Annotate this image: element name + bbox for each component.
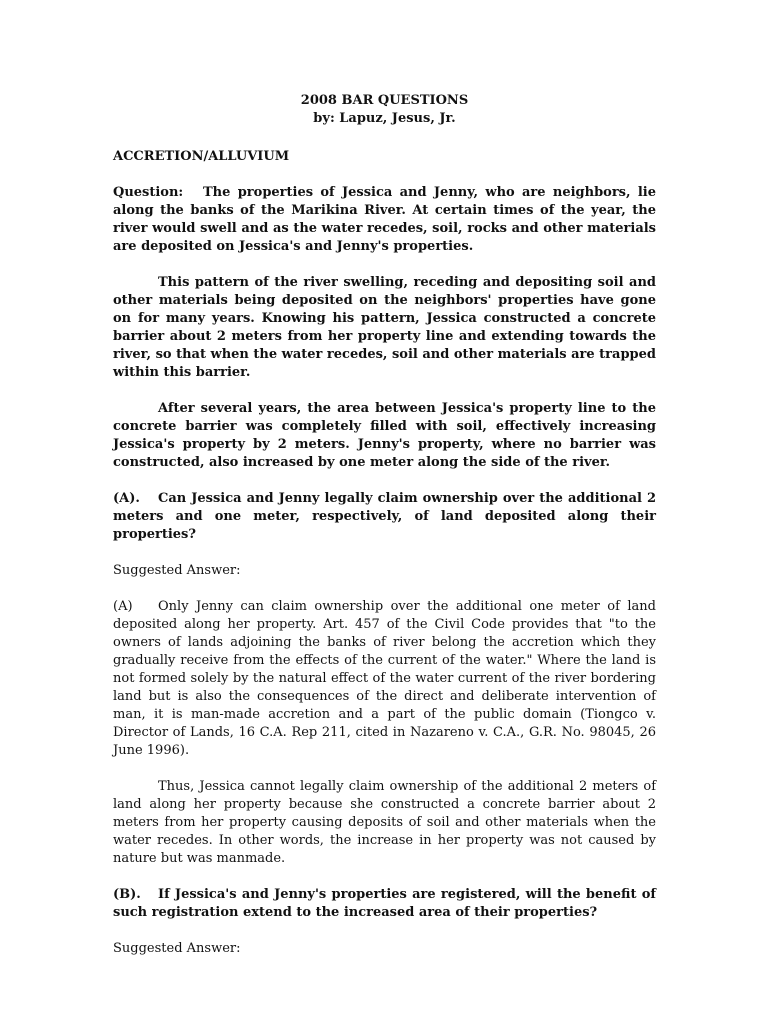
question-paragraph-3: After several years, the area between Jessica's property line to the concrete barrier was completely filled with soil, effectively increasing Jessica's property by 2 meters. Jenny's property, where no barrier was constructed, also increased by one meter along the side of the river. — [113, 401, 656, 470]
question-paragraph-2: This pattern of the river swelling, receding and depositing soil and other materials being deposited on the neighbors' properties have gone on for many years. Knowing his pattern, Jessica constructed a concrete barrier about 2 meters from her property line and extending towards the river, so that when the water recedes, soil and other materials are trapped within this barrier. — [113, 275, 656, 380]
section-heading: ACCRETION/ALLUVIUM — [113, 149, 290, 164]
part-a-question-text: Can Jessica and Jenny legally claim ownership over the additional 2 meters and one meter, respectively, of land deposited along their properties? — [113, 491, 656, 542]
part-b-suggested-label: Suggested Answer: — [113, 941, 241, 956]
part-a-label: (A). — [113, 491, 140, 506]
part-a-question — [113, 490, 656, 544]
part-b-question-text: If Jessica's and Jenny's properties are registered, will the benefit of such registration extend to the increased area of their properties? — [113, 887, 656, 920]
document-author: by: Lapuz, Jesus, Jr. — [313, 111, 456, 126]
question-text-1: The properties of Jessica and Jenny, who are neighbors, lie along the banks of the Marikina River. At certain times of the year, the river would swell and as the water recedes, soil, rocks and other materials are deposited on Jessica's and Jenny's properties. — [113, 185, 656, 254]
document-title: 2008 BAR QUESTIONS — [300, 93, 469, 108]
part-a-answer-label: (A) — [113, 599, 133, 614]
part-a-answer-text-1: Only Jenny can claim ownership over the additional one meter of land deposited along her property. Art. 457 of the Civil Code provides that "to the owners of lands adjoining the banks of river belong the accretion which they gradually receive from the effects of the current of the water." Where the land is not formed solely by the natural effect of the water current of the river bordering land but is also the consequences of the direct and deliberate intervention of man, it is man-made accretion and a part of the public domain (Tiongco v. Director of Lands, 16 C.A. Rep 211, cited in Nazareno v. C.A., G.R. No. 98045, 26 June 1996). — [113, 599, 656, 758]
question-label: Question: — [113, 185, 184, 200]
part-a-answer-paragraph-1 — [113, 598, 656, 760]
part-a-suggested-label: Suggested Answer: — [113, 563, 241, 578]
part-b-label: (B). — [113, 887, 141, 902]
part-a-answer-paragraph-2: Thus, Jessica cannot legally claim ownership of the additional 2 meters of land along her property because she constructed a concrete barrier about 2 meters from her property causing deposits of soil and other materials when the water recedes. In other words, the increase in her property was not caused by nature but was manmade. — [113, 779, 656, 866]
question-paragraph-1 — [113, 184, 656, 256]
part-b-question — [113, 886, 656, 922]
document-page — [113, 92, 656, 958]
